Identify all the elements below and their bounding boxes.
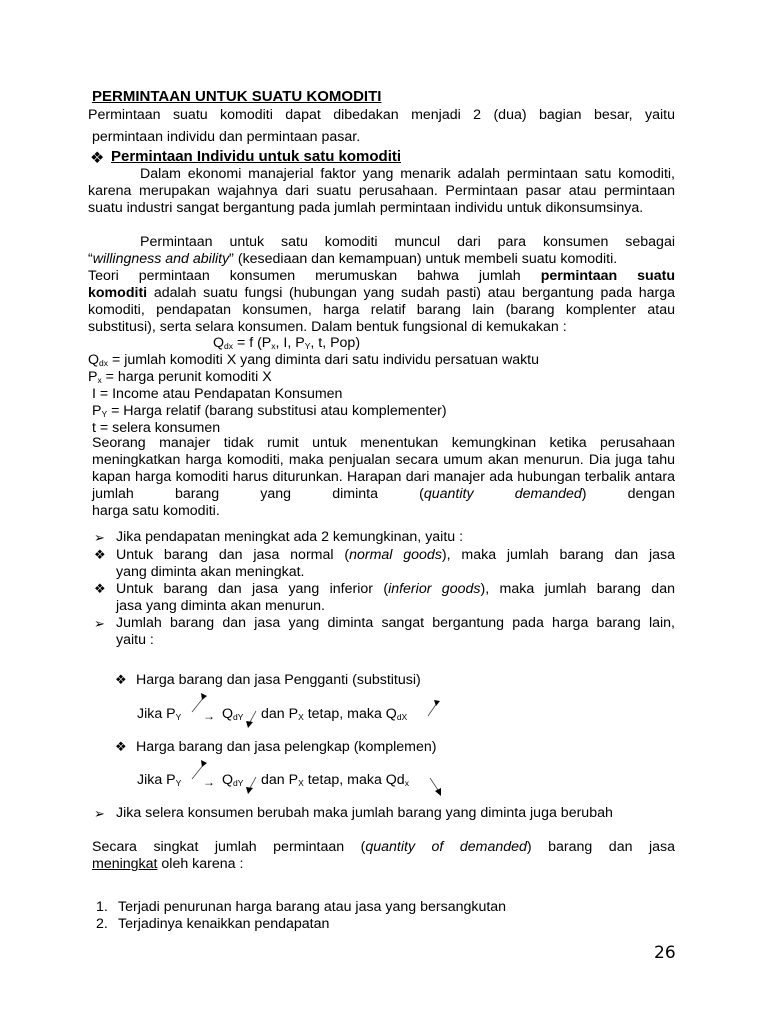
- list-item: 1.: [96, 899, 108, 915]
- complement-qdy: $Q_{dY}$: [222, 772, 244, 788]
- complement-px: dan $P_X$ tetap, maka $Qd_x$: [261, 772, 409, 788]
- complement-arrow: →: [203, 775, 215, 789]
- price-up-arrow-icon: [190, 692, 210, 714]
- definition-qdx: $Q_{dx}$ = jumlah komoditi X yang diminta dari satu individu persatuan waktu: [88, 352, 540, 368]
- paragraph-2-rest: komoditi adalah suatu fungsi (hubungan yang sudah pasti) atau bergantung pada harga komoditi, pendapatan konsumen, harga relatif barang lain (barang komplenter atau substitusi), serta selara konsumen. Dalam bentuk fungsional di kemukakan :: [88, 285, 675, 335]
- paragraph-3: Seorang manajer tidak rumit untuk menentukan kemungkinan ketika perusahaan meningkatkan harga komoditi, maka penjualan secara umum akan menurun. Dia juga tahu kapan harga komoditi harus diturunkan. Harapan dari manajer ada hubungan terbalik antara jumlah barang yang diminta (quantity demanded) dengan: [92, 435, 675, 502]
- substitute-relation: Jika $P_Y$: [137, 706, 182, 722]
- diamond-bullet-icon: ❖: [115, 739, 127, 754]
- paragraph-3-last-line: harga satu komoditi.: [92, 503, 220, 519]
- bullet-other-goods: Jumlah barang dan jasa yang diminta sangat bergantung pada harga barang lain,: [116, 615, 675, 631]
- list-item-text: Terjadinya kenaikkan pendapatan: [118, 916, 330, 932]
- intro-line-2: permintaan individu dan permintaan pasar.: [92, 129, 361, 145]
- diamond-bullet-icon: ❖: [94, 547, 106, 562]
- arrow-bullet-icon: ➢: [94, 806, 105, 821]
- bullet-inferior-goods: Untuk barang dan jasa yang inferior (inferior goods), maka jumlah barang dan: [116, 581, 675, 597]
- arrow-bullet-icon: ➢: [94, 530, 105, 545]
- intro-line-1: Permintaan suatu komoditi dapat dibedakan menjadi 2 (dua) bagian besar, yaitu: [88, 107, 675, 123]
- paragraph-2-line-1: Permintaan untuk satu komoditi muncul dari para konsumen sebagai: [140, 234, 675, 250]
- summary-line-1: Secara singkat jumlah permintaan (quantity of demanded) barang dan jasa: [92, 839, 675, 855]
- paragraph-2-line-3: Teori permintaan konsumen merumuskan bahwa jumlah permintaan suatu: [88, 268, 675, 284]
- substitute-goods-heading: Harga barang dan jasa Pengganti (substitusi): [136, 672, 421, 688]
- diamond-bullet-icon: ❖: [115, 672, 127, 687]
- demand-down-arrow-icon: [244, 776, 260, 796]
- qdx-up-arrow-icon: [426, 698, 442, 718]
- page-title: PERMINTAAN UNTUK SUATU KOMODITI: [92, 88, 382, 105]
- bullet-normal-goods-cont: yang diminta akan meningkat.: [116, 564, 305, 580]
- bullet-taste-change: Jika selera konsumen berubah maka jumlah barang yang diminta juga berubah: [116, 805, 613, 821]
- qdx-down-arrow-icon: [428, 776, 444, 798]
- substitute-arrow: →: [203, 709, 215, 723]
- list-item: 2.: [96, 916, 108, 932]
- diamond-bullet-icon: ❖: [94, 581, 106, 596]
- definition-i: I = Income atau Pendapatan Konsumen: [92, 386, 343, 402]
- definition-py: $P_Y$ = Harga relatif (barang substitusi atau komplementer): [92, 403, 447, 419]
- demand-down-arrow-icon: [244, 710, 260, 730]
- complement-relation: Jika $P_Y$: [137, 772, 182, 788]
- demand-function-formula: $Q_{dx} = f$ ($P_x$, I, $P_Y$, t, Pop): [213, 335, 361, 351]
- summary-line-2: meningkat oleh karena :: [92, 856, 244, 872]
- bullet-income-rise: Jika pendapatan meningkat ada 2 kemungkinan, yaitu :: [116, 529, 464, 545]
- arrow-bullet-icon: ➢: [94, 616, 105, 631]
- section-heading: Permintaan Individu untuk satu komoditi: [111, 148, 402, 165]
- complement-goods-heading: Harga barang dan jasa pelengkap (komplemen): [136, 739, 437, 755]
- substitute-qdy: $Q_{dY}$: [222, 706, 244, 722]
- paragraph-1: Dalam ekonomi manajerial faktor yang menarik adalah permintaan satu komoditi, karena merupakan wajahnya dari suatu perusahaan. Permintaan pasar atau permintaan suatu industri sangat bergantung pada jumlah permintaan individu untuk dikonsumsinya.: [88, 166, 675, 216]
- paragraph-2-line-2: “willingness and ability” (kesediaan dan kemampuan) untuk membeli suatu komoditi.: [88, 251, 618, 267]
- substitute-px: dan $P_X$ tetap, maka $Q_{dX}$: [261, 706, 408, 722]
- bullet-other-goods-cont: yaitu :: [116, 632, 154, 648]
- page-number: 26: [654, 943, 676, 963]
- bullet-inferior-goods-cont: jasa yang diminta akan menurun.: [116, 598, 325, 614]
- diamond-bullet-icon: ❖: [90, 150, 105, 167]
- list-item-text: Terjadi penurunan harga barang atau jasa yang bersangkutan: [118, 899, 507, 915]
- price-up-arrow-icon: [190, 759, 210, 781]
- bullet-normal-goods: Untuk barang dan jasa normal (normal goods), maka jumlah barang dan jasa: [116, 547, 675, 563]
- definition-px: $P_x$ = harga perunit komoditi X: [88, 369, 272, 385]
- definition-t: t = selera konsumen: [92, 420, 221, 436]
